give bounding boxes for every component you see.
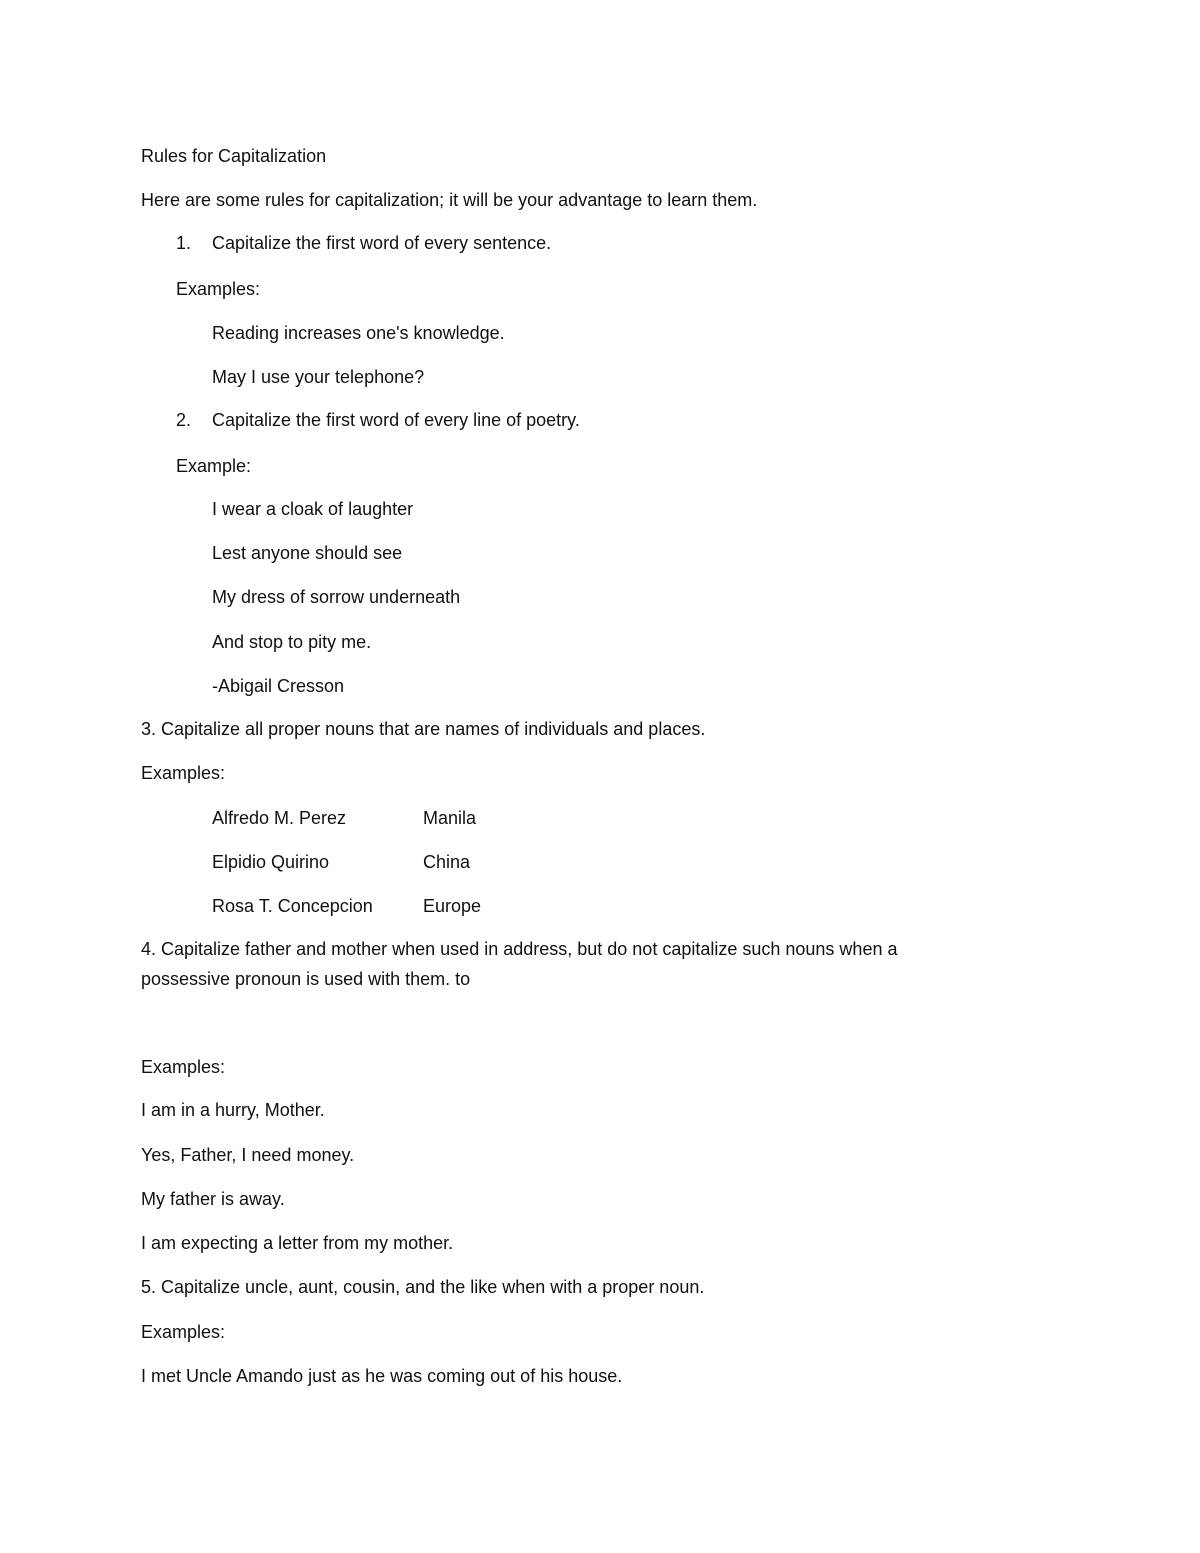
rule-3-text: 3. Capitalize all proper nouns that are names of individuals and places. [141, 719, 706, 739]
poem-line: Lest anyone should see [212, 543, 403, 563]
name-example: Rosa T. Concepcion [212, 896, 373, 916]
rule-4-example: Yes, Father, I need money. [141, 1145, 355, 1165]
rule-3-examples-label: Examples: [141, 763, 226, 783]
poem-line: My dress of sorrow underneath [212, 587, 461, 607]
document-title: Rules for Capitalization [141, 146, 327, 166]
rule-1-example: May I use your telephone? [212, 367, 425, 387]
rule-4-text-line-1: 4. Capitalize father and mother when used in address, but do not capitalize such nouns when a [141, 939, 898, 959]
rule-4-example: I am in a hurry, Mother. [141, 1100, 325, 1120]
rule-2 [176, 409, 580, 431]
rule-1 [176, 232, 551, 254]
rule-4-text-line-2: possessive pronoun is used with them. to [141, 969, 471, 989]
rule-1-number: 1. [176, 233, 192, 253]
poem-line: I wear a cloak of laughter [212, 499, 414, 519]
intro-paragraph: Here are some rules for capitalization; it will be your advantage to learn them. [141, 190, 758, 210]
name-example: Elpidio Quirino [212, 852, 330, 872]
rule-1-examples-label: Examples: [176, 279, 261, 299]
poem-author: -Abigail Cresson [212, 676, 345, 696]
rule-1-text: Capitalize the first word of every sentence. [212, 233, 552, 253]
rule-4-examples-label: Examples: [141, 1057, 226, 1077]
rule-4-example: My father is away. [141, 1189, 285, 1209]
rule-2-number: 2. [176, 410, 192, 430]
poem-line: And stop to pity me. [212, 632, 372, 652]
rule-2-examples-label: Example: [176, 456, 252, 476]
rule-4-example: I am expecting a letter from my mother. [141, 1233, 454, 1253]
rule-2-text: Capitalize the first word of every line of poetry. [212, 410, 580, 430]
rule-5-example: I met Uncle Amando just as he was coming out of his house. [141, 1366, 623, 1386]
rule-5-text: 5. Capitalize uncle, aunt, cousin, and the like when with a proper noun. [141, 1277, 705, 1297]
place-example: Manila [423, 808, 477, 828]
rule-1-example: Reading increases one's knowledge. [212, 323, 505, 343]
place-example: China [423, 852, 471, 872]
place-example: Europe [423, 896, 482, 916]
rule-5-examples-label: Examples: [141, 1322, 226, 1342]
name-example: Alfredo M. Perez [212, 808, 347, 828]
